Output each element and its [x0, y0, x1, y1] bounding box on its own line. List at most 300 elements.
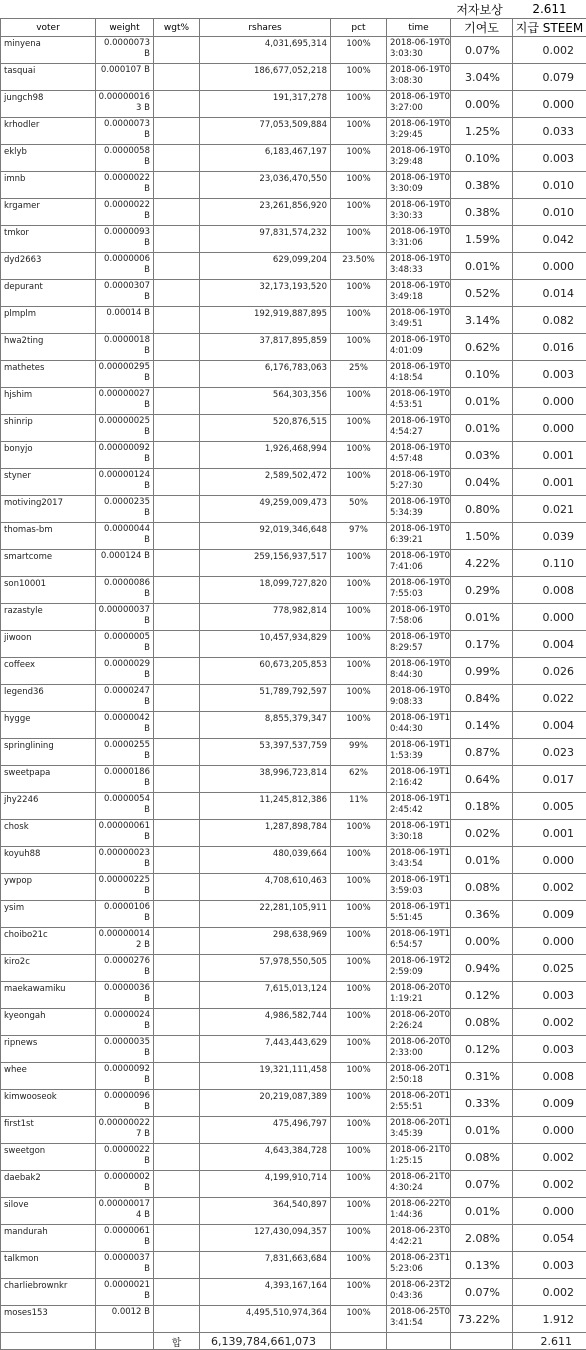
weight-cell: 0.0000021 B	[96, 1279, 154, 1306]
weight-cell: 0.00000037 B	[96, 604, 154, 631]
weight-cell: 0.00000027 B	[96, 388, 154, 415]
contribution-cell: 0.07%	[451, 1171, 513, 1198]
payout-cell: 0.003	[513, 145, 586, 172]
table-row	[1, 874, 586, 901]
wgt-pct-cell	[154, 37, 200, 64]
table-row	[1, 1009, 586, 1036]
voter-cell: jiwoon	[1, 631, 96, 658]
weight-cell: 0.00000022 7 B	[96, 1117, 154, 1144]
payout-cell: 0.002	[513, 37, 586, 64]
weight-cell: 0.00000225 B	[96, 874, 154, 901]
weight-cell: 0.0000022 B	[96, 199, 154, 226]
voter-cell: jhy2246	[1, 793, 96, 820]
rshares-cell: 18,099,727,820	[200, 577, 331, 604]
wgt-pct-cell	[154, 307, 200, 334]
rshares-cell: 57,978,550,505	[200, 955, 331, 982]
weight-cell: 0.00000061 B	[96, 820, 154, 847]
voter-cell: jungch98	[1, 91, 96, 118]
table-row	[1, 523, 586, 550]
time-cell: 2018-06-19T06:39:21	[387, 523, 451, 550]
weight-cell: 0.0000086 B	[96, 577, 154, 604]
wgt-pct-cell	[154, 1171, 200, 1198]
pct-cell: 100%	[331, 226, 387, 253]
time-cell: 2018-06-23T15:23:06	[387, 1252, 451, 1279]
rshares-cell: 564,303,356	[200, 388, 331, 415]
voter-cell: sweetgon	[1, 1144, 96, 1171]
pct-cell: 100%	[331, 604, 387, 631]
contribution-cell: 0.10%	[451, 145, 513, 172]
payout-cell: 0.000	[513, 1198, 586, 1225]
rshares-cell: 49,259,009,473	[200, 496, 331, 523]
payout-cell: 0.001	[513, 442, 586, 469]
contribution-cell: 4.22%	[451, 550, 513, 577]
pct-cell: 62%	[331, 766, 387, 793]
table-row	[1, 145, 586, 172]
payout-cell: 0.021	[513, 496, 586, 523]
wgt-pct-cell	[154, 685, 200, 712]
author-reward-label: 저자보상	[446, 0, 513, 18]
wgt-pct-cell	[154, 415, 200, 442]
total-blank	[387, 1333, 451, 1350]
pct-cell: 100%	[331, 550, 387, 577]
table-row	[1, 550, 586, 577]
time-cell: 2018-06-19T07:55:03	[387, 577, 451, 604]
weight-cell: 0.00000014 2 B	[96, 928, 154, 955]
wgt-pct-cell	[154, 550, 200, 577]
time-cell: 2018-06-20T13:45:39	[387, 1117, 451, 1144]
wgt-pct-cell	[154, 172, 200, 199]
pct-cell: 100%	[331, 118, 387, 145]
weight-cell: 0.000107 B	[96, 64, 154, 91]
table-row	[1, 1117, 586, 1144]
payout-cell: 0.016	[513, 334, 586, 361]
table-row	[1, 1198, 586, 1225]
rshares-cell: 192,919,887,895	[200, 307, 331, 334]
pct-cell: 100%	[331, 64, 387, 91]
payout-cell: 0.000	[513, 604, 586, 631]
voter-cell: dyd2663	[1, 253, 96, 280]
rshares-cell: 8,855,379,347	[200, 712, 331, 739]
rshares-cell: 259,156,937,517	[200, 550, 331, 577]
pct-cell: 100%	[331, 1009, 387, 1036]
pct-cell: 100%	[331, 145, 387, 172]
wgt-pct-cell	[154, 442, 200, 469]
contribution-cell: 0.08%	[451, 874, 513, 901]
wgt-pct-cell	[154, 631, 200, 658]
pct-cell: 100%	[331, 1279, 387, 1306]
voter-cell: ripnews	[1, 1036, 96, 1063]
payout-cell: 0.000	[513, 847, 586, 874]
weight-cell: 0.0000044 B	[96, 523, 154, 550]
wgt-pct-cell	[154, 928, 200, 955]
contribution-cell: 0.84%	[451, 685, 513, 712]
time-cell: 2018-06-19T13:43:54	[387, 847, 451, 874]
pct-cell: 100%	[331, 658, 387, 685]
payout-cell: 0.042	[513, 226, 586, 253]
votes-table	[0, 18, 586, 1350]
pct-cell: 23.50%	[331, 253, 387, 280]
weight-cell: 0.0000276 B	[96, 955, 154, 982]
time-cell: 2018-06-20T02:26:24	[387, 1009, 451, 1036]
weight-cell: 0.00000092 B	[96, 442, 154, 469]
weight-cell: 0.0000255 B	[96, 739, 154, 766]
weight-cell: 0.00000023 B	[96, 847, 154, 874]
table-row	[1, 388, 586, 415]
rshares-cell: 127,430,094,357	[200, 1225, 331, 1252]
contribution-cell: 0.38%	[451, 199, 513, 226]
contribution-cell: 0.99%	[451, 658, 513, 685]
contribution-cell: 0.01%	[451, 847, 513, 874]
voter-cell: choibo21c	[1, 928, 96, 955]
wgt-pct-cell	[154, 658, 200, 685]
pct-cell: 100%	[331, 712, 387, 739]
weight-cell: 0.0000073 B	[96, 37, 154, 64]
weight-cell: 0.0000186 B	[96, 766, 154, 793]
payout-cell: 0.014	[513, 280, 586, 307]
wgt-pct-cell	[154, 280, 200, 307]
payout-cell: 0.079	[513, 64, 586, 91]
rshares-cell: 7,443,443,629	[200, 1036, 331, 1063]
time-cell: 2018-06-19T12:16:42	[387, 766, 451, 793]
time-cell: 2018-06-19T22:59:09	[387, 955, 451, 982]
payout-cell: 0.002	[513, 1171, 586, 1198]
header-wgt-pct: wgt%	[154, 19, 200, 37]
time-cell: 2018-06-22T01:44:36	[387, 1198, 451, 1225]
wgt-pct-cell	[154, 334, 200, 361]
time-cell: 2018-06-19T13:30:18	[387, 820, 451, 847]
rshares-cell: 19,321,111,458	[200, 1063, 331, 1090]
table-row	[1, 658, 586, 685]
voter-cell: charliebrownkr	[1, 1279, 96, 1306]
weight-cell: 0.0000093 B	[96, 226, 154, 253]
time-cell: 2018-06-19T03:27:00	[387, 91, 451, 118]
payout-cell: 0.003	[513, 982, 586, 1009]
contribution-cell: 0.18%	[451, 793, 513, 820]
rshares-cell: 778,982,814	[200, 604, 331, 631]
rshares-cell: 22,281,105,911	[200, 901, 331, 928]
time-cell: 2018-06-19T04:57:48	[387, 442, 451, 469]
wgt-pct-cell	[154, 1009, 200, 1036]
table-row	[1, 496, 586, 523]
rshares-cell: 480,039,664	[200, 847, 331, 874]
wgt-pct-cell	[154, 469, 200, 496]
time-cell: 2018-06-19T05:34:39	[387, 496, 451, 523]
time-cell: 2018-06-19T03:30:33	[387, 199, 451, 226]
table-row	[1, 37, 586, 64]
wgt-pct-cell	[154, 496, 200, 523]
contribution-cell: 0.80%	[451, 496, 513, 523]
payout-cell: 0.005	[513, 793, 586, 820]
weight-cell: 0.00000295 B	[96, 361, 154, 388]
contribution-cell: 0.14%	[451, 712, 513, 739]
time-cell: 2018-06-19T03:49:18	[387, 280, 451, 307]
voter-cell: imnb	[1, 172, 96, 199]
payout-cell: 0.022	[513, 685, 586, 712]
table-row	[1, 631, 586, 658]
wgt-pct-cell	[154, 1036, 200, 1063]
weight-cell: 0.0000096 B	[96, 1090, 154, 1117]
contribution-cell: 0.01%	[451, 1117, 513, 1144]
voter-cell: sweetpapa	[1, 766, 96, 793]
header-contribution: 기여도	[451, 19, 513, 37]
payout-cell: 0.000	[513, 388, 586, 415]
table-row	[1, 739, 586, 766]
pct-cell: 100%	[331, 874, 387, 901]
contribution-cell: 0.29%	[451, 577, 513, 604]
table-row	[1, 1171, 586, 1198]
contribution-cell: 0.12%	[451, 1036, 513, 1063]
contribution-cell: 0.17%	[451, 631, 513, 658]
table-row	[1, 469, 586, 496]
payout-cell: 0.000	[513, 1117, 586, 1144]
payout-cell: 0.000	[513, 415, 586, 442]
time-cell: 2018-06-19T09:08:33	[387, 685, 451, 712]
table-row	[1, 334, 586, 361]
voter-cell: tmkor	[1, 226, 96, 253]
payout-cell: 1.912	[513, 1306, 586, 1333]
table-row	[1, 1252, 586, 1279]
time-cell: 2018-06-19T03:03:30	[387, 37, 451, 64]
weight-cell: 0.0000022 B	[96, 1144, 154, 1171]
votes-table-body	[1, 19, 586, 1350]
voter-cell: kimwooseok	[1, 1090, 96, 1117]
payout-cell: 0.026	[513, 658, 586, 685]
voter-cell: ywpop	[1, 874, 96, 901]
pct-cell: 100%	[331, 1063, 387, 1090]
pct-cell: 100%	[331, 172, 387, 199]
weight-cell: 0.0000037 B	[96, 1252, 154, 1279]
header-payout: 지급 STEEM	[513, 19, 586, 37]
payout-cell: 0.003	[513, 1036, 586, 1063]
rshares-cell: 51,789,792,597	[200, 685, 331, 712]
contribution-cell: 0.02%	[451, 820, 513, 847]
time-cell: 2018-06-19T03:08:30	[387, 64, 451, 91]
weight-cell: 0.0000029 B	[96, 658, 154, 685]
rshares-cell: 4,199,910,714	[200, 1171, 331, 1198]
pct-cell: 99%	[331, 739, 387, 766]
time-cell: 2018-06-19T15:51:45	[387, 901, 451, 928]
table-row	[1, 1036, 586, 1063]
pct-cell: 100%	[331, 1306, 387, 1333]
rshares-cell: 4,495,510,974,364	[200, 1306, 331, 1333]
header-row	[1, 19, 586, 37]
rshares-cell: 10,457,934,829	[200, 631, 331, 658]
voter-cell: depurant	[1, 280, 96, 307]
wgt-pct-cell	[154, 712, 200, 739]
contribution-cell: 3.14%	[451, 307, 513, 334]
weight-cell: 0.0000058 B	[96, 145, 154, 172]
pct-cell: 100%	[331, 199, 387, 226]
weight-cell: 0.0000092 B	[96, 1063, 154, 1090]
wgt-pct-cell	[154, 739, 200, 766]
voter-cell: chosk	[1, 820, 96, 847]
time-cell: 2018-06-19T04:18:54	[387, 361, 451, 388]
rshares-cell: 191,317,278	[200, 91, 331, 118]
voter-cell: kiro2c	[1, 955, 96, 982]
payout-cell: 0.009	[513, 901, 586, 928]
time-cell: 2018-06-19T13:59:03	[387, 874, 451, 901]
weight-cell: 0.0000005 B	[96, 631, 154, 658]
wgt-pct-cell	[154, 955, 200, 982]
time-cell: 2018-06-19T08:29:57	[387, 631, 451, 658]
weight-cell: 0.00000124 B	[96, 469, 154, 496]
voter-cell: hygge	[1, 712, 96, 739]
total-row	[1, 1333, 586, 1350]
wgt-pct-cell	[154, 361, 200, 388]
rshares-cell: 77,053,509,884	[200, 118, 331, 145]
payout-cell: 0.002	[513, 874, 586, 901]
voter-cell: mandurah	[1, 1225, 96, 1252]
pct-cell: 97%	[331, 523, 387, 550]
table-row	[1, 982, 586, 1009]
payout-cell: 0.003	[513, 1252, 586, 1279]
voter-cell: styner	[1, 469, 96, 496]
rshares-cell: 298,638,969	[200, 928, 331, 955]
pct-cell: 50%	[331, 496, 387, 523]
voter-cell: hwa2ting	[1, 334, 96, 361]
payout-cell: 0.000	[513, 928, 586, 955]
rshares-cell: 32,173,193,520	[200, 280, 331, 307]
rshares-cell: 23,036,470,550	[200, 172, 331, 199]
table-row	[1, 577, 586, 604]
rshares-cell: 38,996,723,814	[200, 766, 331, 793]
pct-cell: 100%	[331, 955, 387, 982]
time-cell: 2018-06-19T07:41:06	[387, 550, 451, 577]
table-row	[1, 901, 586, 928]
rshares-cell: 60,673,205,853	[200, 658, 331, 685]
table-row	[1, 1279, 586, 1306]
total-payout: 2.611	[513, 1333, 586, 1350]
pct-cell: 100%	[331, 847, 387, 874]
weight-cell: 0.0000018 B	[96, 334, 154, 361]
rshares-cell: 4,986,582,744	[200, 1009, 331, 1036]
time-cell: 2018-06-19T03:49:51	[387, 307, 451, 334]
time-cell: 2018-06-19T03:30:09	[387, 172, 451, 199]
wgt-pct-cell	[154, 1117, 200, 1144]
total-blank	[451, 1333, 513, 1350]
table-row	[1, 955, 586, 982]
payout-cell: 0.010	[513, 172, 586, 199]
table-row	[1, 64, 586, 91]
voter-cell: koyuh88	[1, 847, 96, 874]
contribution-cell: 0.87%	[451, 739, 513, 766]
wgt-pct-cell	[154, 847, 200, 874]
pct-cell: 100%	[331, 91, 387, 118]
voter-cell: springlining	[1, 739, 96, 766]
weight-cell: 0.0012 B	[96, 1306, 154, 1333]
table-row	[1, 820, 586, 847]
voter-cell: maekawamiku	[1, 982, 96, 1009]
weight-cell: 0.0000061 B	[96, 1225, 154, 1252]
table-row	[1, 928, 586, 955]
voter-cell: plmplm	[1, 307, 96, 334]
contribution-cell: 0.94%	[451, 955, 513, 982]
time-cell: 2018-06-19T03:29:48	[387, 145, 451, 172]
pct-cell: 100%	[331, 469, 387, 496]
wgt-pct-cell	[154, 1144, 200, 1171]
table-row	[1, 442, 586, 469]
table-row	[1, 1225, 586, 1252]
weight-cell: 0.0000073 B	[96, 118, 154, 145]
time-cell: 2018-06-19T10:44:30	[387, 712, 451, 739]
payout-cell: 0.002	[513, 1144, 586, 1171]
contribution-cell: 1.50%	[451, 523, 513, 550]
time-cell: 2018-06-19T07:58:06	[387, 604, 451, 631]
time-cell: 2018-06-19T16:54:57	[387, 928, 451, 955]
rshares-cell: 2,589,502,472	[200, 469, 331, 496]
weight-cell: 0.0000106 B	[96, 901, 154, 928]
payout-cell: 0.004	[513, 712, 586, 739]
weight-cell: 0.0000036 B	[96, 982, 154, 1009]
time-cell: 2018-06-25T03:41:54	[387, 1306, 451, 1333]
time-cell: 2018-06-23T04:42:21	[387, 1225, 451, 1252]
contribution-cell: 0.00%	[451, 928, 513, 955]
contribution-cell: 0.31%	[451, 1063, 513, 1090]
pct-cell: 100%	[331, 388, 387, 415]
contribution-cell: 0.52%	[451, 280, 513, 307]
weight-cell: 0.00000017 4 B	[96, 1198, 154, 1225]
weight-cell: 0.000124 B	[96, 550, 154, 577]
payout-cell: 0.000	[513, 91, 586, 118]
table-row	[1, 118, 586, 145]
weight-cell: 0.0000006 B	[96, 253, 154, 280]
pct-cell: 100%	[331, 685, 387, 712]
payout-cell: 0.009	[513, 1090, 586, 1117]
contribution-cell: 0.64%	[451, 766, 513, 793]
wgt-pct-cell	[154, 253, 200, 280]
payout-cell: 0.039	[513, 523, 586, 550]
voter-cell: talkmon	[1, 1252, 96, 1279]
time-cell: 2018-06-19T03:31:06	[387, 226, 451, 253]
payout-cell: 0.017	[513, 766, 586, 793]
rshares-cell: 20,219,087,389	[200, 1090, 331, 1117]
contribution-cell: 0.03%	[451, 442, 513, 469]
pct-cell: 100%	[331, 820, 387, 847]
weight-cell: 0.0000054 B	[96, 793, 154, 820]
voter-cell: moses153	[1, 1306, 96, 1333]
contribution-cell: 0.10%	[451, 361, 513, 388]
contribution-cell: 0.08%	[451, 1009, 513, 1036]
voter-cell: first1st	[1, 1117, 96, 1144]
table-row	[1, 1306, 586, 1333]
wgt-pct-cell	[154, 1279, 200, 1306]
wgt-pct-cell	[154, 793, 200, 820]
rshares-cell: 475,496,797	[200, 1117, 331, 1144]
weight-cell: 0.00000025 B	[96, 415, 154, 442]
weight-cell: 0.0000042 B	[96, 712, 154, 739]
pct-cell: 100%	[331, 1252, 387, 1279]
pct-cell: 100%	[331, 415, 387, 442]
time-cell: 2018-06-20T12:55:51	[387, 1090, 451, 1117]
header-time: time	[387, 19, 451, 37]
table-row	[1, 226, 586, 253]
pct-cell: 100%	[331, 631, 387, 658]
payout-cell: 0.033	[513, 118, 586, 145]
wgt-pct-cell	[154, 1252, 200, 1279]
voter-cell: thomas-bm	[1, 523, 96, 550]
table-row	[1, 253, 586, 280]
time-cell: 2018-06-23T20:43:36	[387, 1279, 451, 1306]
table-row	[1, 415, 586, 442]
contribution-cell: 0.01%	[451, 388, 513, 415]
total-blank	[1, 1333, 96, 1350]
header-rshares: rshares	[200, 19, 331, 37]
weight-cell: 0.0000035 B	[96, 1036, 154, 1063]
payout-cell: 0.054	[513, 1225, 586, 1252]
pct-cell: 25%	[331, 361, 387, 388]
contribution-cell: 1.25%	[451, 118, 513, 145]
payout-cell: 0.001	[513, 820, 586, 847]
